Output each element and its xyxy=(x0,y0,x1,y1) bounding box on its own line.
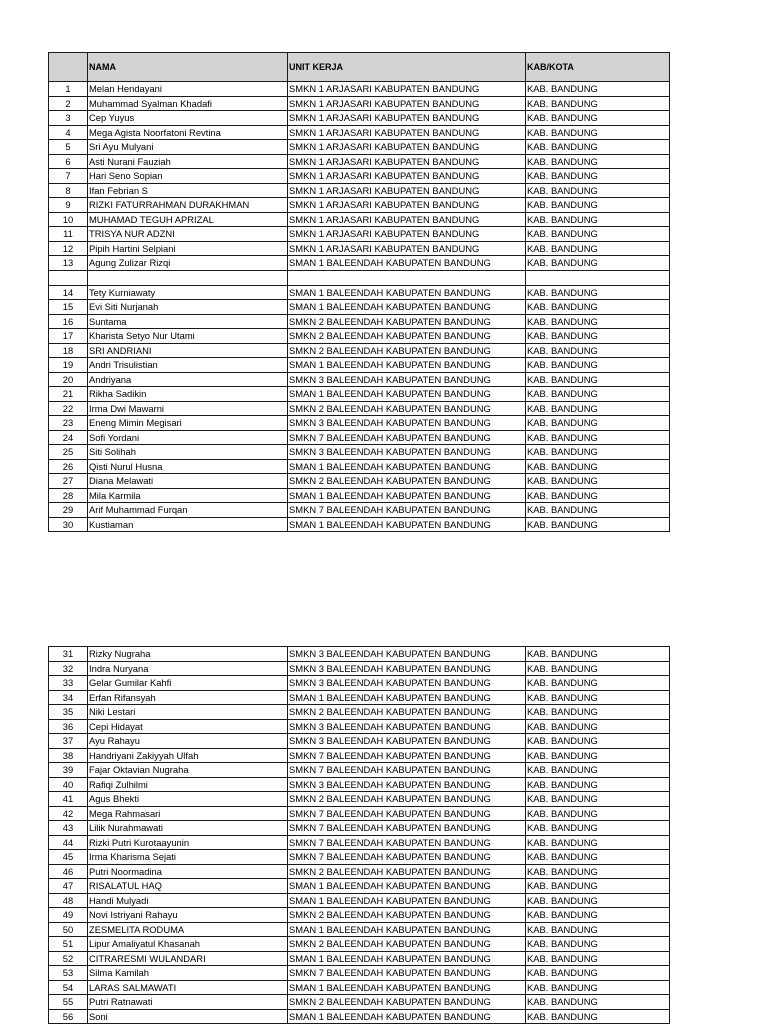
table-row xyxy=(49,893,670,908)
name-cell: Lilik Nurahmawati xyxy=(88,821,288,836)
name-cell: Kustiaman xyxy=(88,517,288,532)
name-cell: RISALATUL HAQ xyxy=(88,879,288,894)
row-number-cell: 38 xyxy=(49,748,88,763)
name-cell: Diana Melawati xyxy=(88,474,288,489)
kab-kota-cell: KAB. BANDUNG xyxy=(526,748,670,763)
table-row xyxy=(49,416,670,431)
name-cell: Sofi Yordani xyxy=(88,430,288,445)
table-row xyxy=(49,227,670,242)
row-number-cell: 26 xyxy=(49,459,88,474)
unit-kerja-cell: SMAN 1 BALEENDAH KABUPATEN BANDUNG xyxy=(288,690,526,705)
name-cell: Niki Lestari xyxy=(88,705,288,720)
name-cell: Mila Karmila xyxy=(88,488,288,503)
kab-kota-cell: KAB. BANDUNG xyxy=(526,908,670,923)
name-cell: Andriyana xyxy=(88,372,288,387)
row-number-cell: 12 xyxy=(49,241,88,256)
kab-kota-cell: KAB. BANDUNG xyxy=(526,314,670,329)
kab-kota-cell: KAB. BANDUNG xyxy=(526,951,670,966)
table-row xyxy=(49,329,670,344)
unit-kerja-cell: SMAN 1 BALEENDAH KABUPATEN BANDUNG xyxy=(288,893,526,908)
kab-kota-cell: KAB. BANDUNG xyxy=(526,734,670,749)
kab-kota-cell: KAB. BANDUNG xyxy=(526,169,670,184)
table-row xyxy=(49,777,670,792)
unit-kerja-cell: SMKN 7 BALEENDAH KABUPATEN BANDUNG xyxy=(288,748,526,763)
header-no xyxy=(49,53,88,82)
unit-kerja-cell: SMAN 1 BALEENDAH KABUPATEN BANDUNG xyxy=(288,459,526,474)
name-cell: Erfan Rifansyah xyxy=(88,690,288,705)
row-number-cell: 48 xyxy=(49,893,88,908)
row-number-cell: 4 xyxy=(49,125,88,140)
kab-kota-cell: KAB. BANDUNG xyxy=(526,387,670,402)
name-cell: Cep Yuyus xyxy=(88,111,288,126)
header-row xyxy=(49,53,670,82)
unit-kerja-cell: SMKN 3 BALEENDAH KABUPATEN BANDUNG xyxy=(288,416,526,431)
name-cell: Pipih Hartini Selpiani xyxy=(88,241,288,256)
name-cell: Siti Solihah xyxy=(88,445,288,460)
kab-kota-cell: KAB. BANDUNG xyxy=(526,995,670,1010)
kab-kota-cell: KAB. BANDUNG xyxy=(526,459,670,474)
row-number-cell: 54 xyxy=(49,980,88,995)
kab-kota-cell: KAB. BANDUNG xyxy=(526,980,670,995)
table-row xyxy=(49,966,670,981)
name-cell: Hari Seno Sopian xyxy=(88,169,288,184)
table-row xyxy=(49,82,670,97)
row-number-cell: 9 xyxy=(49,198,88,213)
table-row xyxy=(49,488,670,503)
unit-kerja-cell: SMKN 7 BALEENDAH KABUPATEN BANDUNG xyxy=(288,503,526,518)
unit-kerja-cell: SMKN 7 BALEENDAH KABUPATEN BANDUNG xyxy=(288,966,526,981)
kab-kota-cell: KAB. BANDUNG xyxy=(526,401,670,416)
table-row xyxy=(49,387,670,402)
kab-kota-cell: KAB. BANDUNG xyxy=(526,154,670,169)
kab-kota-cell: KAB. BANDUNG xyxy=(526,835,670,850)
name-cell: Melan Hendayani xyxy=(88,82,288,97)
row-number-cell: 8 xyxy=(49,183,88,198)
name-cell: Gelar Gumilar Kahfi xyxy=(88,676,288,691)
table-row xyxy=(49,96,670,111)
name-cell: Ayu Rahayu xyxy=(88,734,288,749)
row-number-cell: 43 xyxy=(49,821,88,836)
table-row xyxy=(49,154,670,169)
unit-kerja-cell: SMKN 7 BALEENDAH KABUPATEN BANDUNG xyxy=(288,763,526,778)
name-cell: RIZKI FATURRAHMAN DURAKHMAN xyxy=(88,198,288,213)
kab-kota-cell: KAB. BANDUNG xyxy=(526,806,670,821)
row-number-cell: 28 xyxy=(49,488,88,503)
unit-kerja-cell: SMKN 2 BALEENDAH KABUPATEN BANDUNG xyxy=(288,792,526,807)
unit-kerja-cell: SMKN 7 BALEENDAH KABUPATEN BANDUNG xyxy=(288,821,526,836)
table-row xyxy=(49,792,670,807)
row-number-cell: 18 xyxy=(49,343,88,358)
row-number-cell: 53 xyxy=(49,966,88,981)
unit-kerja-cell: SMKN 1 ARJASARI KABUPATEN BANDUNG xyxy=(288,140,526,155)
row-number-cell: 14 xyxy=(49,285,88,300)
row-number-cell: 15 xyxy=(49,300,88,315)
row-number-cell: 34 xyxy=(49,690,88,705)
name-cell: Evi Siti Nurjanah xyxy=(88,300,288,315)
kab-kota-cell: KAB. BANDUNG xyxy=(526,1009,670,1024)
name-cell: Sri Ayu Mulyani xyxy=(88,140,288,155)
name-cell: CITRARESMI WULANDARI xyxy=(88,951,288,966)
name-cell: Handi Mulyadi xyxy=(88,893,288,908)
table-row xyxy=(49,140,670,155)
unit-kerja-cell: SMAN 1 BALEENDAH KABUPATEN BANDUNG xyxy=(288,980,526,995)
unit-kerja-cell: SMKN 3 BALEENDAH KABUPATEN BANDUNG xyxy=(288,777,526,792)
kab-kota-cell: KAB. BANDUNG xyxy=(526,864,670,879)
table-row xyxy=(49,748,670,763)
row-number-cell: 29 xyxy=(49,503,88,518)
kab-kota-cell: KAB. BANDUNG xyxy=(526,111,670,126)
row-number-cell: 17 xyxy=(49,329,88,344)
name-cell: Irma Kharisma Sejati xyxy=(88,850,288,865)
table-row xyxy=(49,937,670,952)
kab-kota-cell: KAB. BANDUNG xyxy=(526,647,670,662)
row-number-cell: 10 xyxy=(49,212,88,227)
kab-kota-cell: KAB. BANDUNG xyxy=(526,358,670,373)
kab-kota-cell: KAB. BANDUNG xyxy=(526,183,670,198)
name-cell: Cepi Hidayat xyxy=(88,719,288,734)
kab-kota-cell: KAB. BANDUNG xyxy=(526,227,670,242)
kab-kota-cell: KAB. BANDUNG xyxy=(526,690,670,705)
row-number-cell: 36 xyxy=(49,719,88,734)
unit-kerja-cell: SMKN 1 ARJASARI KABUPATEN BANDUNG xyxy=(288,82,526,97)
row-number-cell: 5 xyxy=(49,140,88,155)
kab-kota-cell: KAB. BANDUNG xyxy=(526,879,670,894)
table-row xyxy=(49,183,670,198)
unit-kerja-cell: SMKN 1 ARJASARI KABUPATEN BANDUNG xyxy=(288,154,526,169)
kab-kota-cell: KAB. BANDUNG xyxy=(526,140,670,155)
table-row xyxy=(49,879,670,894)
name-cell: Agung Zulizar Rizqi xyxy=(88,256,288,271)
header-nama: NAMA xyxy=(88,53,288,82)
unit-kerja-cell: SMKN 3 BALEENDAH KABUPATEN BANDUNG xyxy=(288,445,526,460)
table-row xyxy=(49,951,670,966)
kab-kota-cell: KAB. BANDUNG xyxy=(526,474,670,489)
table-row xyxy=(49,125,670,140)
row-number-cell: 52 xyxy=(49,951,88,966)
table-row xyxy=(49,1009,670,1024)
row-number-cell: 50 xyxy=(49,922,88,937)
header-unit-kerja: UNIT KERJA xyxy=(288,53,526,82)
name-cell: Soni xyxy=(88,1009,288,1024)
table-row xyxy=(49,690,670,705)
table-row xyxy=(49,111,670,126)
row-number-cell: 31 xyxy=(49,647,88,662)
name-cell: Asti Nurani Fauziah xyxy=(88,154,288,169)
name-cell: Handriyani Zakiyyah Ulfah xyxy=(88,748,288,763)
kab-kota-cell: KAB. BANDUNG xyxy=(526,821,670,836)
name-cell: Putri Noormadina xyxy=(88,864,288,879)
table-row xyxy=(49,517,670,532)
name-cell: Mega Rahmasari xyxy=(88,806,288,821)
name-cell: Novi Istriyani Rahayu xyxy=(88,908,288,923)
unit-kerja-cell: SMKN 2 BALEENDAH KABUPATEN BANDUNG xyxy=(288,705,526,720)
unit-kerja-cell: SMKN 1 ARJASARI KABUPATEN BANDUNG xyxy=(288,183,526,198)
row-number-cell: 22 xyxy=(49,401,88,416)
name-cell: Indra Nuryana xyxy=(88,661,288,676)
kab-kota-cell: KAB. BANDUNG xyxy=(526,416,670,431)
unit-kerja-cell: SMAN 1 BALEENDAH KABUPATEN BANDUNG xyxy=(288,256,526,271)
table-row xyxy=(49,198,670,213)
name-cell: MUHAMAD TEGUH APRIZAL xyxy=(88,212,288,227)
name-cell: Rafiqi Zulhilmi xyxy=(88,777,288,792)
kab-kota-cell: KAB. BANDUNG xyxy=(526,125,670,140)
unit-kerja-cell: SMAN 1 BALEENDAH KABUPATEN BANDUNG xyxy=(288,517,526,532)
unit-kerja-cell: SMAN 1 BALEENDAH KABUPATEN BANDUNG xyxy=(288,300,526,315)
row-number-cell: 23 xyxy=(49,416,88,431)
kab-kota-cell: KAB. BANDUNG xyxy=(526,763,670,778)
table-row xyxy=(49,300,670,315)
table-row xyxy=(49,647,670,662)
table-row xyxy=(49,314,670,329)
unit-kerja-cell: SMKN 1 ARJASARI KABUPATEN BANDUNG xyxy=(288,212,526,227)
name-cell: Putri Ratnawati xyxy=(88,995,288,1010)
table-row xyxy=(49,430,670,445)
row-number-cell: 42 xyxy=(49,806,88,821)
kab-kota-cell: KAB. BANDUNG xyxy=(526,517,670,532)
table-row xyxy=(49,980,670,995)
kab-kota-cell: KAB. BANDUNG xyxy=(526,300,670,315)
table-row xyxy=(49,995,670,1010)
unit-kerja-cell: SMKN 1 ARJASARI KABUPATEN BANDUNG xyxy=(288,198,526,213)
row-number-cell: 27 xyxy=(49,474,88,489)
unit-kerja-cell: SMKN 1 ARJASARI KABUPATEN BANDUNG xyxy=(288,111,526,126)
table-row xyxy=(49,821,670,836)
row-number-cell: 6 xyxy=(49,154,88,169)
table-row xyxy=(49,864,670,879)
table-row xyxy=(49,474,670,489)
table-row xyxy=(49,343,670,358)
unit-kerja-cell: SMKN 1 ARJASARI KABUPATEN BANDUNG xyxy=(288,125,526,140)
kab-kota-cell: KAB. BANDUNG xyxy=(526,705,670,720)
table-row xyxy=(49,734,670,749)
kab-kota-cell: KAB. BANDUNG xyxy=(526,445,670,460)
name-cell: Eneng Mimin Megisari xyxy=(88,416,288,431)
name-cell: Muhammad Syalman Khadafi xyxy=(88,96,288,111)
row-number-cell: 19 xyxy=(49,358,88,373)
name-cell: Agus Bhekti xyxy=(88,792,288,807)
unit-kerja-cell: SMKN 3 BALEENDAH KABUPATEN BANDUNG xyxy=(288,372,526,387)
kab-kota-cell: KAB. BANDUNG xyxy=(526,503,670,518)
kab-kota-cell: KAB. BANDUNG xyxy=(526,241,670,256)
unit-kerja-cell: SMKN 2 BALEENDAH KABUPATEN BANDUNG xyxy=(288,864,526,879)
kab-kota-cell: KAB. BANDUNG xyxy=(526,343,670,358)
unit-kerja-cell: SMKN 7 BALEENDAH KABUPATEN BANDUNG xyxy=(288,850,526,865)
table-header xyxy=(49,53,670,82)
table-row xyxy=(49,850,670,865)
row-number-cell: 13 xyxy=(49,256,88,271)
row-number-cell: 49 xyxy=(49,908,88,923)
empty-row xyxy=(49,270,670,285)
name-cell: Irma Dwi Mawarni xyxy=(88,401,288,416)
unit-kerja-cell: SMKN 1 ARJASARI KABUPATEN BANDUNG xyxy=(288,169,526,184)
unit-kerja-cell: SMKN 3 BALEENDAH KABUPATEN BANDUNG xyxy=(288,647,526,662)
row-number-cell: 45 xyxy=(49,850,88,865)
kab-kota-cell: KAB. BANDUNG xyxy=(526,966,670,981)
table-body xyxy=(49,82,670,532)
table-row xyxy=(49,459,670,474)
row-number-cell: 3 xyxy=(49,111,88,126)
row-number-cell: 37 xyxy=(49,734,88,749)
unit-kerja-cell: SMKN 3 BALEENDAH KABUPATEN BANDUNG xyxy=(288,661,526,676)
unit-kerja-cell: SMKN 2 BALEENDAH KABUPATEN BANDUNG xyxy=(288,937,526,952)
unit-kerja-cell xyxy=(288,270,526,285)
kab-kota-cell: KAB. BANDUNG xyxy=(526,661,670,676)
table-row xyxy=(49,705,670,720)
row-number-cell: 11 xyxy=(49,227,88,242)
header-kab-kota: KAB/KOTA xyxy=(526,53,670,82)
unit-kerja-cell: SMKN 2 BALEENDAH KABUPATEN BANDUNG xyxy=(288,343,526,358)
table-row xyxy=(49,212,670,227)
name-cell: Tety Kurniawaty xyxy=(88,285,288,300)
unit-kerja-cell: SMKN 2 BALEENDAH KABUPATEN BANDUNG xyxy=(288,474,526,489)
table-row xyxy=(49,806,670,821)
row-number-cell: 30 xyxy=(49,517,88,532)
row-number-cell: 2 xyxy=(49,96,88,111)
row-number-cell: 25 xyxy=(49,445,88,460)
name-cell xyxy=(88,270,288,285)
kab-kota-cell: KAB. BANDUNG xyxy=(526,96,670,111)
table-row xyxy=(49,676,670,691)
unit-kerja-cell: SMKN 7 BALEENDAH KABUPATEN BANDUNG xyxy=(288,835,526,850)
table-row xyxy=(49,922,670,937)
unit-kerja-cell: SMAN 1 BALEENDAH KABUPATEN BANDUNG xyxy=(288,951,526,966)
kab-kota-cell: KAB. BANDUNG xyxy=(526,372,670,387)
row-number-cell: 21 xyxy=(49,387,88,402)
name-cell: Andri Trisulistian xyxy=(88,358,288,373)
name-cell: Suntama xyxy=(88,314,288,329)
unit-kerja-cell: SMKN 1 ARJASARI KABUPATEN BANDUNG xyxy=(288,96,526,111)
row-number-cell xyxy=(49,270,88,285)
table-row xyxy=(49,503,670,518)
kab-kota-cell: KAB. BANDUNG xyxy=(526,937,670,952)
name-cell: TRISYA NUR ADZNI xyxy=(88,227,288,242)
name-cell: LARAS SALMAWATI xyxy=(88,980,288,995)
unit-kerja-cell: SMKN 7 BALEENDAH KABUPATEN BANDUNG xyxy=(288,430,526,445)
kab-kota-cell: KAB. BANDUNG xyxy=(526,430,670,445)
unit-kerja-cell: SMKN 3 BALEENDAH KABUPATEN BANDUNG xyxy=(288,719,526,734)
table-row xyxy=(49,835,670,850)
name-cell: Silma Kamilah xyxy=(88,966,288,981)
name-cell: Rizki Putri Kurotaayunin xyxy=(88,835,288,850)
unit-kerja-cell: SMAN 1 BALEENDAH KABUPATEN BANDUNG xyxy=(288,879,526,894)
unit-kerja-cell: SMKN 2 BALEENDAH KABUPATEN BANDUNG xyxy=(288,401,526,416)
kab-kota-cell: KAB. BANDUNG xyxy=(526,792,670,807)
kab-kota-cell: KAB. BANDUNG xyxy=(526,676,670,691)
unit-kerja-cell: SMAN 1 BALEENDAH KABUPATEN BANDUNG xyxy=(288,1009,526,1024)
unit-kerja-cell: SMKN 3 BALEENDAH KABUPATEN BANDUNG xyxy=(288,734,526,749)
row-number-cell: 35 xyxy=(49,705,88,720)
kab-kota-cell: KAB. BANDUNG xyxy=(526,198,670,213)
row-number-cell: 47 xyxy=(49,879,88,894)
table-row xyxy=(49,256,670,271)
unit-kerja-cell: SMKN 2 BALEENDAH KABUPATEN BANDUNG xyxy=(288,314,526,329)
row-number-cell: 33 xyxy=(49,676,88,691)
name-cell: SRI ANDRIANI xyxy=(88,343,288,358)
table-row xyxy=(49,358,670,373)
name-cell: ZESMELITA RODUMA xyxy=(88,922,288,937)
table-row xyxy=(49,763,670,778)
kab-kota-cell: KAB. BANDUNG xyxy=(526,285,670,300)
name-cell: Lipur Amaliyatul Khasanah xyxy=(88,937,288,952)
unit-kerja-cell: SMAN 1 BALEENDAH KABUPATEN BANDUNG xyxy=(288,922,526,937)
kab-kota-cell: KAB. BANDUNG xyxy=(526,488,670,503)
unit-kerja-cell: SMAN 1 BALEENDAH KABUPATEN BANDUNG xyxy=(288,285,526,300)
row-number-cell: 56 xyxy=(49,1009,88,1024)
unit-kerja-cell: SMAN 1 BALEENDAH KABUPATEN BANDUNG xyxy=(288,358,526,373)
unit-kerja-cell: SMKN 7 BALEENDAH KABUPATEN BANDUNG xyxy=(288,806,526,821)
row-number-cell: 20 xyxy=(49,372,88,387)
row-number-cell: 32 xyxy=(49,661,88,676)
unit-kerja-cell: SMKN 2 BALEENDAH KABUPATEN BANDUNG xyxy=(288,995,526,1010)
name-cell: Mega Agista Noorfatoni Revtina xyxy=(88,125,288,140)
kab-kota-cell: KAB. BANDUNG xyxy=(526,719,670,734)
name-cell: Rikha Sadikin xyxy=(88,387,288,402)
row-number-cell: 41 xyxy=(49,792,88,807)
unit-kerja-cell: SMKN 1 ARJASARI KABUPATEN BANDUNG xyxy=(288,227,526,242)
table-row xyxy=(49,372,670,387)
kab-kota-cell: KAB. BANDUNG xyxy=(526,256,670,271)
name-cell: Fajar Oktavian Nugraha xyxy=(88,763,288,778)
row-number-cell: 55 xyxy=(49,995,88,1010)
participant-table-2 xyxy=(48,646,670,1024)
name-cell: Rizky Nugraha xyxy=(88,647,288,662)
name-cell: Arif Muhammad Furqan xyxy=(88,503,288,518)
table-row xyxy=(49,169,670,184)
name-cell: Ifan Febrian S xyxy=(88,183,288,198)
table-row xyxy=(49,401,670,416)
kab-kota-cell: KAB. BANDUNG xyxy=(526,922,670,937)
kab-kota-cell: KAB. BANDUNG xyxy=(526,212,670,227)
row-number-cell: 44 xyxy=(49,835,88,850)
row-number-cell: 51 xyxy=(49,937,88,952)
unit-kerja-cell: SMKN 2 BALEENDAH KABUPATEN BANDUNG xyxy=(288,908,526,923)
unit-kerja-cell: SMAN 1 BALEENDAH KABUPATEN BANDUNG xyxy=(288,387,526,402)
row-number-cell: 16 xyxy=(49,314,88,329)
unit-kerja-cell: SMKN 1 ARJASARI KABUPATEN BANDUNG xyxy=(288,241,526,256)
row-number-cell: 40 xyxy=(49,777,88,792)
kab-kota-cell: KAB. BANDUNG xyxy=(526,329,670,344)
name-cell: Qisti Nurul Husna xyxy=(88,459,288,474)
row-number-cell: 1 xyxy=(49,82,88,97)
kab-kota-cell: KAB. BANDUNG xyxy=(526,82,670,97)
table-row xyxy=(49,719,670,734)
table-row xyxy=(49,285,670,300)
row-number-cell: 7 xyxy=(49,169,88,184)
row-number-cell: 46 xyxy=(49,864,88,879)
row-number-cell: 39 xyxy=(49,763,88,778)
kab-kota-cell xyxy=(526,270,670,285)
kab-kota-cell: KAB. BANDUNG xyxy=(526,893,670,908)
unit-kerja-cell: SMKN 2 BALEENDAH KABUPATEN BANDUNG xyxy=(288,329,526,344)
row-number-cell: 24 xyxy=(49,430,88,445)
table-row xyxy=(49,908,670,923)
unit-kerja-cell: SMKN 3 BALEENDAH KABUPATEN BANDUNG xyxy=(288,676,526,691)
table-row xyxy=(49,241,670,256)
table-body xyxy=(49,647,670,1024)
table-row xyxy=(49,445,670,460)
kab-kota-cell: KAB. BANDUNG xyxy=(526,777,670,792)
kab-kota-cell: KAB. BANDUNG xyxy=(526,850,670,865)
name-cell: Kharista Setyo Nur Utami xyxy=(88,329,288,344)
unit-kerja-cell: SMAN 1 BALEENDAH KABUPATEN BANDUNG xyxy=(288,488,526,503)
participant-table-1 xyxy=(48,52,670,532)
table-row xyxy=(49,661,670,676)
